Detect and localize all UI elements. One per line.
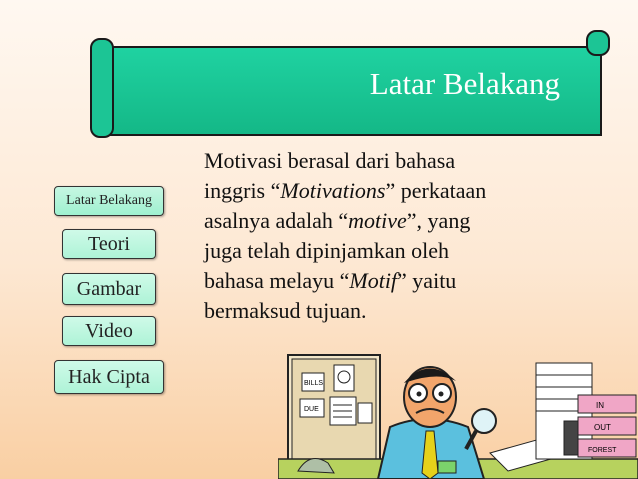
nav-teori-button[interactable] <box>62 229 156 259</box>
note-due-label: DUE <box>304 406 319 413</box>
note-photo <box>334 365 354 391</box>
office-worker-illustration <box>278 353 638 479</box>
nav-latar-belakang-button[interactable] <box>54 186 164 216</box>
stapler <box>564 421 578 455</box>
tray-in <box>578 395 636 413</box>
text-line: asalnya adalah “motive”, yang <box>204 208 471 233</box>
nav-label: Gambar <box>76 278 142 300</box>
title-banner <box>90 30 610 126</box>
tray-bottom-label: FOREST <box>588 447 617 454</box>
desk-cup <box>438 461 456 473</box>
tray-out-label: OUT <box>594 423 611 432</box>
text-line: inggris “Motivations” perkataan <box>204 178 487 203</box>
nav-gambar-button[interactable] <box>62 273 156 305</box>
page-title: Latar Belakang <box>369 66 560 101</box>
content-paragraph <box>204 146 584 326</box>
note-bills-label: BILLS <box>304 380 324 387</box>
tray-in-label: IN <box>596 401 604 410</box>
nav-video-button[interactable] <box>62 316 156 346</box>
magnifying-glass-icon <box>472 409 496 433</box>
nav-label: Video <box>85 320 133 342</box>
text-line: Motivasi berasal dari bahasa <box>204 148 456 173</box>
nav-label: Teori <box>88 233 130 255</box>
text-line: bahasa melayu “Motif” yaitu <box>204 268 457 293</box>
scroll-curl-left <box>90 38 114 138</box>
scroll-curl-right <box>586 30 610 56</box>
text-line: bermaksud tujuan. <box>204 298 367 323</box>
nav-hak-cipta-button[interactable] <box>54 360 164 394</box>
text-line: juga telah dipinjamkan oleh <box>204 238 449 263</box>
nav-label: Hak Cipta <box>68 366 150 388</box>
nav-label: Latar Belakang <box>66 193 152 208</box>
